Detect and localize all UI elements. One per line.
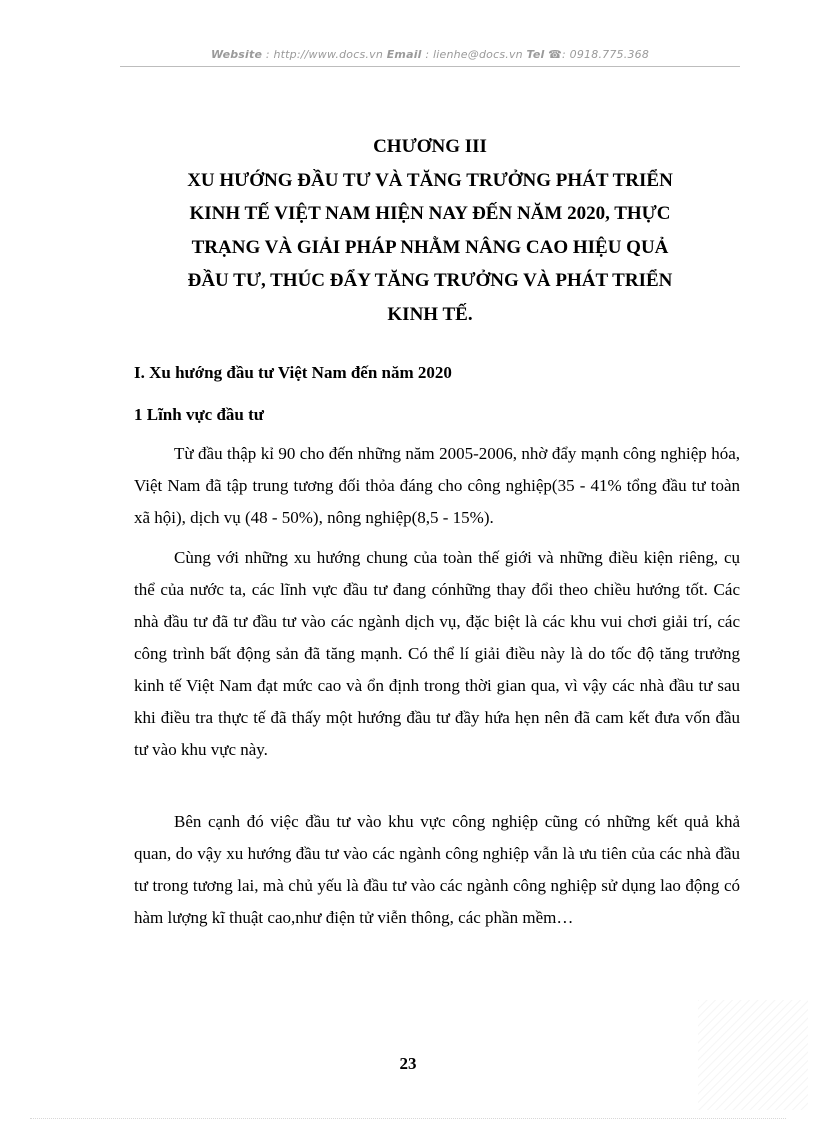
email-label: Email — [386, 48, 422, 61]
chapter-title-line: XU HƯỚNG ĐẦU TƯ VÀ TĂNG TRƯỞNG PHÁT TRIỂN — [187, 169, 673, 191]
paragraph-2 — [134, 542, 740, 766]
page-header — [120, 48, 740, 61]
paragraph-text: Từ đầu thập kỉ 90 cho đến những năm 2005-2006, nhờ đẩy mạnh công nghiệp hóa, Việt Nam đã tập trung tương đối thỏa đáng cho công nghiệp(35 - 41% tổng đầu tư toàn xã hội), dịch vụ (48 - 50%), nông nghiệp(8,5 - 15%). — [134, 444, 740, 527]
paragraph-text: Cùng với những xu hướng chung của toàn thế giới và những điều kiện riêng, cụ thể của nước ta, các lĩnh vực đầu tư đang cónhững thay đổi theo chiều hướng tốt. Các nhà đầu tư đã tư đầu tư vào các ngành dịch vụ, đặc biệt là các khu vui chơi giải trí, các công trình bất động sản đã tăng mạnh. Có thể lí giải điều này là do tốc độ tăng trưởng kinh tế Việt Nam đạt mức cao và ổn định trong thời gian qua, vì vậy các nhà đầu tư sau khi điều tra thực tế đã thấy một hướng đầu tư đầy hứa hẹn nên đã cam kết đưa vốn đầu tư vào khu vực này. — [134, 548, 740, 759]
chapter-number: CHƯƠNG III — [373, 136, 487, 157]
paragraph-1 — [134, 438, 740, 534]
header-divider — [120, 66, 740, 67]
chapter-title-line: KINH TẾ. — [387, 303, 473, 325]
paragraph-text: Bên cạnh đó việc đầu tư vào khu vực công nghiệp cũng có những kết quả khả quan, do vậy xu hướng đầu tư vào các ngành công nghiệp vẫn là ưu tiên của các nhà đầu tư trong tương lai, mà chủ yếu là đầu tư vào các ngành công nghiệp sử dụng lao động có hàm lượng kĩ thuật cao,như điện tử viễn thông, các phần mềm… — [134, 812, 740, 927]
section-heading: I. Xu hướng đầu tư Việt Nam đến năm 2020 — [134, 363, 452, 382]
corner-watermark — [698, 1000, 808, 1110]
tel-value: ☎: 0918.775.368 — [548, 48, 650, 61]
footer-dotted-line — [30, 1118, 786, 1119]
chapter-title — [120, 130, 740, 332]
chapter-title-line: ĐẦU TƯ, THÚC ĐẨY TĂNG TRƯỞNG VÀ PHÁT TRIỂN — [187, 270, 673, 292]
email-value: : lienhe@docs.vn — [425, 48, 523, 61]
chapter-title-line: TRẠNG VÀ GIẢI PHÁP NHẰM NÂNG CAO HIỆU QUẢ — [191, 236, 669, 258]
tel-label: Tel — [526, 48, 545, 61]
website-value: : http://www.docs.vn — [265, 48, 383, 61]
website-label: Website — [210, 48, 263, 61]
chapter-title-line: KINH TẾ VIỆT NAM HIỆN NAY ĐẾN NĂM 2020, THỰC — [189, 203, 671, 225]
subsection-heading: 1 Lĩnh vực đầu tư — [134, 405, 264, 424]
paragraph-3 — [134, 806, 740, 934]
page-number: 23 — [399, 1054, 417, 1073]
